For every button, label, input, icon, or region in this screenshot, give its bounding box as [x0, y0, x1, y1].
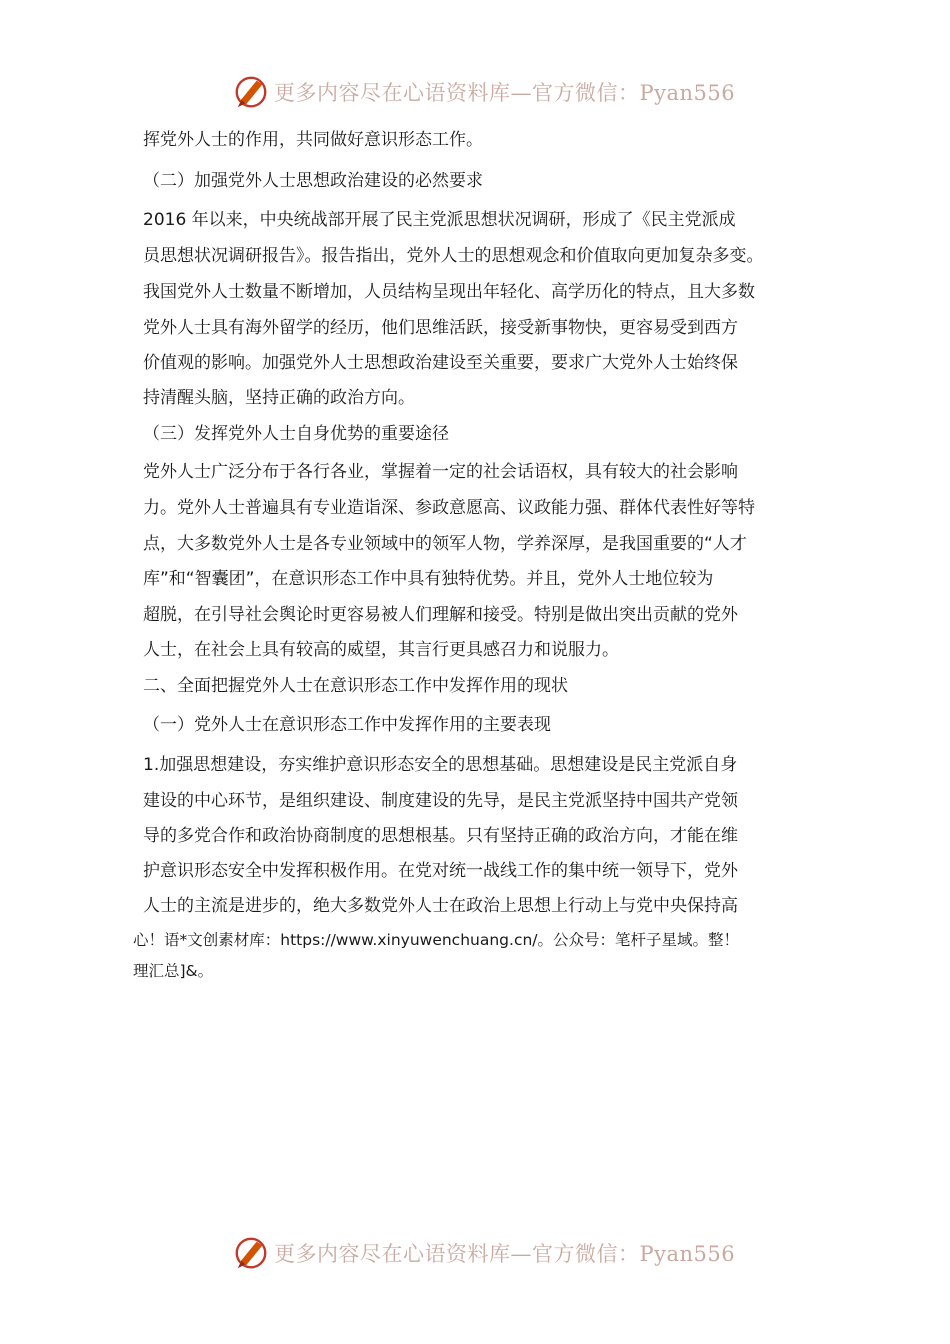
section-heading: （三）发挥党外人士自身优势的重要途径	[143, 424, 449, 444]
footer-watermark-text: 更多内容尽在心语资料库—官方微信：Pyan556	[274, 1242, 736, 1266]
footer-watermark	[232, 1233, 735, 1273]
logo-icon	[232, 73, 270, 111]
paragraph-line: 库”和“智囊团”，在意识形态工作中具有独特优势。并且，党外人士地位较为	[143, 569, 714, 589]
header-watermark	[232, 72, 735, 112]
header-watermark-text: 更多内容尽在心语资料库—官方微信：Pyan556	[274, 81, 736, 105]
paragraph-line: 我国党外人士数量不断增加，人员结构呈现出年轻化、高学历化的特点，且大多数	[143, 282, 755, 302]
paragraph-line: 挥党外人士的作用，共同做好意识形态工作。	[143, 130, 483, 150]
source-note-line: 心！语*文创素材库：https://www.xinyuwenchuang.cn/。公众号：笔杆子星域。整！	[133, 931, 740, 949]
paragraph-line: 党外人士具有海外留学的经历，他们思维活跃，接受新事物快，更容易受到西方	[143, 318, 738, 338]
source-note-line: 理汇总]&。	[133, 962, 214, 980]
paragraph-line: 建设的中心环节，是组织建设、制度建设的先导，是民主党派坚持中国共产党领	[143, 791, 738, 811]
section-heading: 二、全面把握党外人士在意识形态工作中发挥作用的现状	[143, 676, 568, 696]
paragraph-line: 点，大多数党外人士是各专业领域中的领军人物，学养深厚，是我国重要的“人才	[143, 534, 747, 554]
section-heading: （二）加强党外人士思想政治建设的必然要求	[143, 171, 483, 191]
paragraph-line: 护意识形态安全中发挥积极作用。在党对统一战线工作的集中统一领导下，党外	[143, 861, 738, 881]
logo-icon	[232, 1234, 270, 1272]
paragraph-line: 人士，在社会上具有较高的威望，其言行更具感召力和说服力。	[143, 640, 619, 660]
paragraph-line: 导的多党合作和政治协商制度的思想根基。只有坚持正确的政治方向，才能在维	[143, 826, 738, 846]
paragraph-line: 2016 年以来，中央统战部开展了民主党派思想状况调研，形成了《民主党派成	[143, 210, 736, 230]
paragraph-line: 员思想状况调研报告》。报告指出，党外人士的思想观念和价值取向更加复杂多变。	[143, 246, 764, 266]
paragraph-line: 力。党外人士普遍具有专业造诣深、参政意愿高、议政能力强、群体代表性好等特	[143, 498, 755, 518]
paragraph-line: 持清醒头脑，坚持正确的政治方向。	[143, 388, 415, 408]
paragraph-line: 党外人士广泛分布于各行各业，掌握着一定的社会话语权，具有较大的社会影响	[143, 462, 738, 482]
paragraph-line: 价值观的影响。加强党外人士思想政治建设至关重要，要求广大党外人士始终保	[143, 353, 738, 373]
section-heading: （一）党外人士在意识形态工作中发挥作用的主要表现	[143, 715, 551, 735]
paragraph-line: 人士的主流是进步的，绝大多数党外人士在政治上思想上行动上与党中央保持高	[143, 896, 738, 916]
paragraph-line: 超脱，在引导社会舆论时更容易被人们理解和接受。特别是做出突出贡献的党外	[143, 605, 738, 625]
paragraph-line: 1.加强思想建设，夯实维护意识形态安全的思想基础。思想建设是民主党派自身	[143, 755, 738, 775]
